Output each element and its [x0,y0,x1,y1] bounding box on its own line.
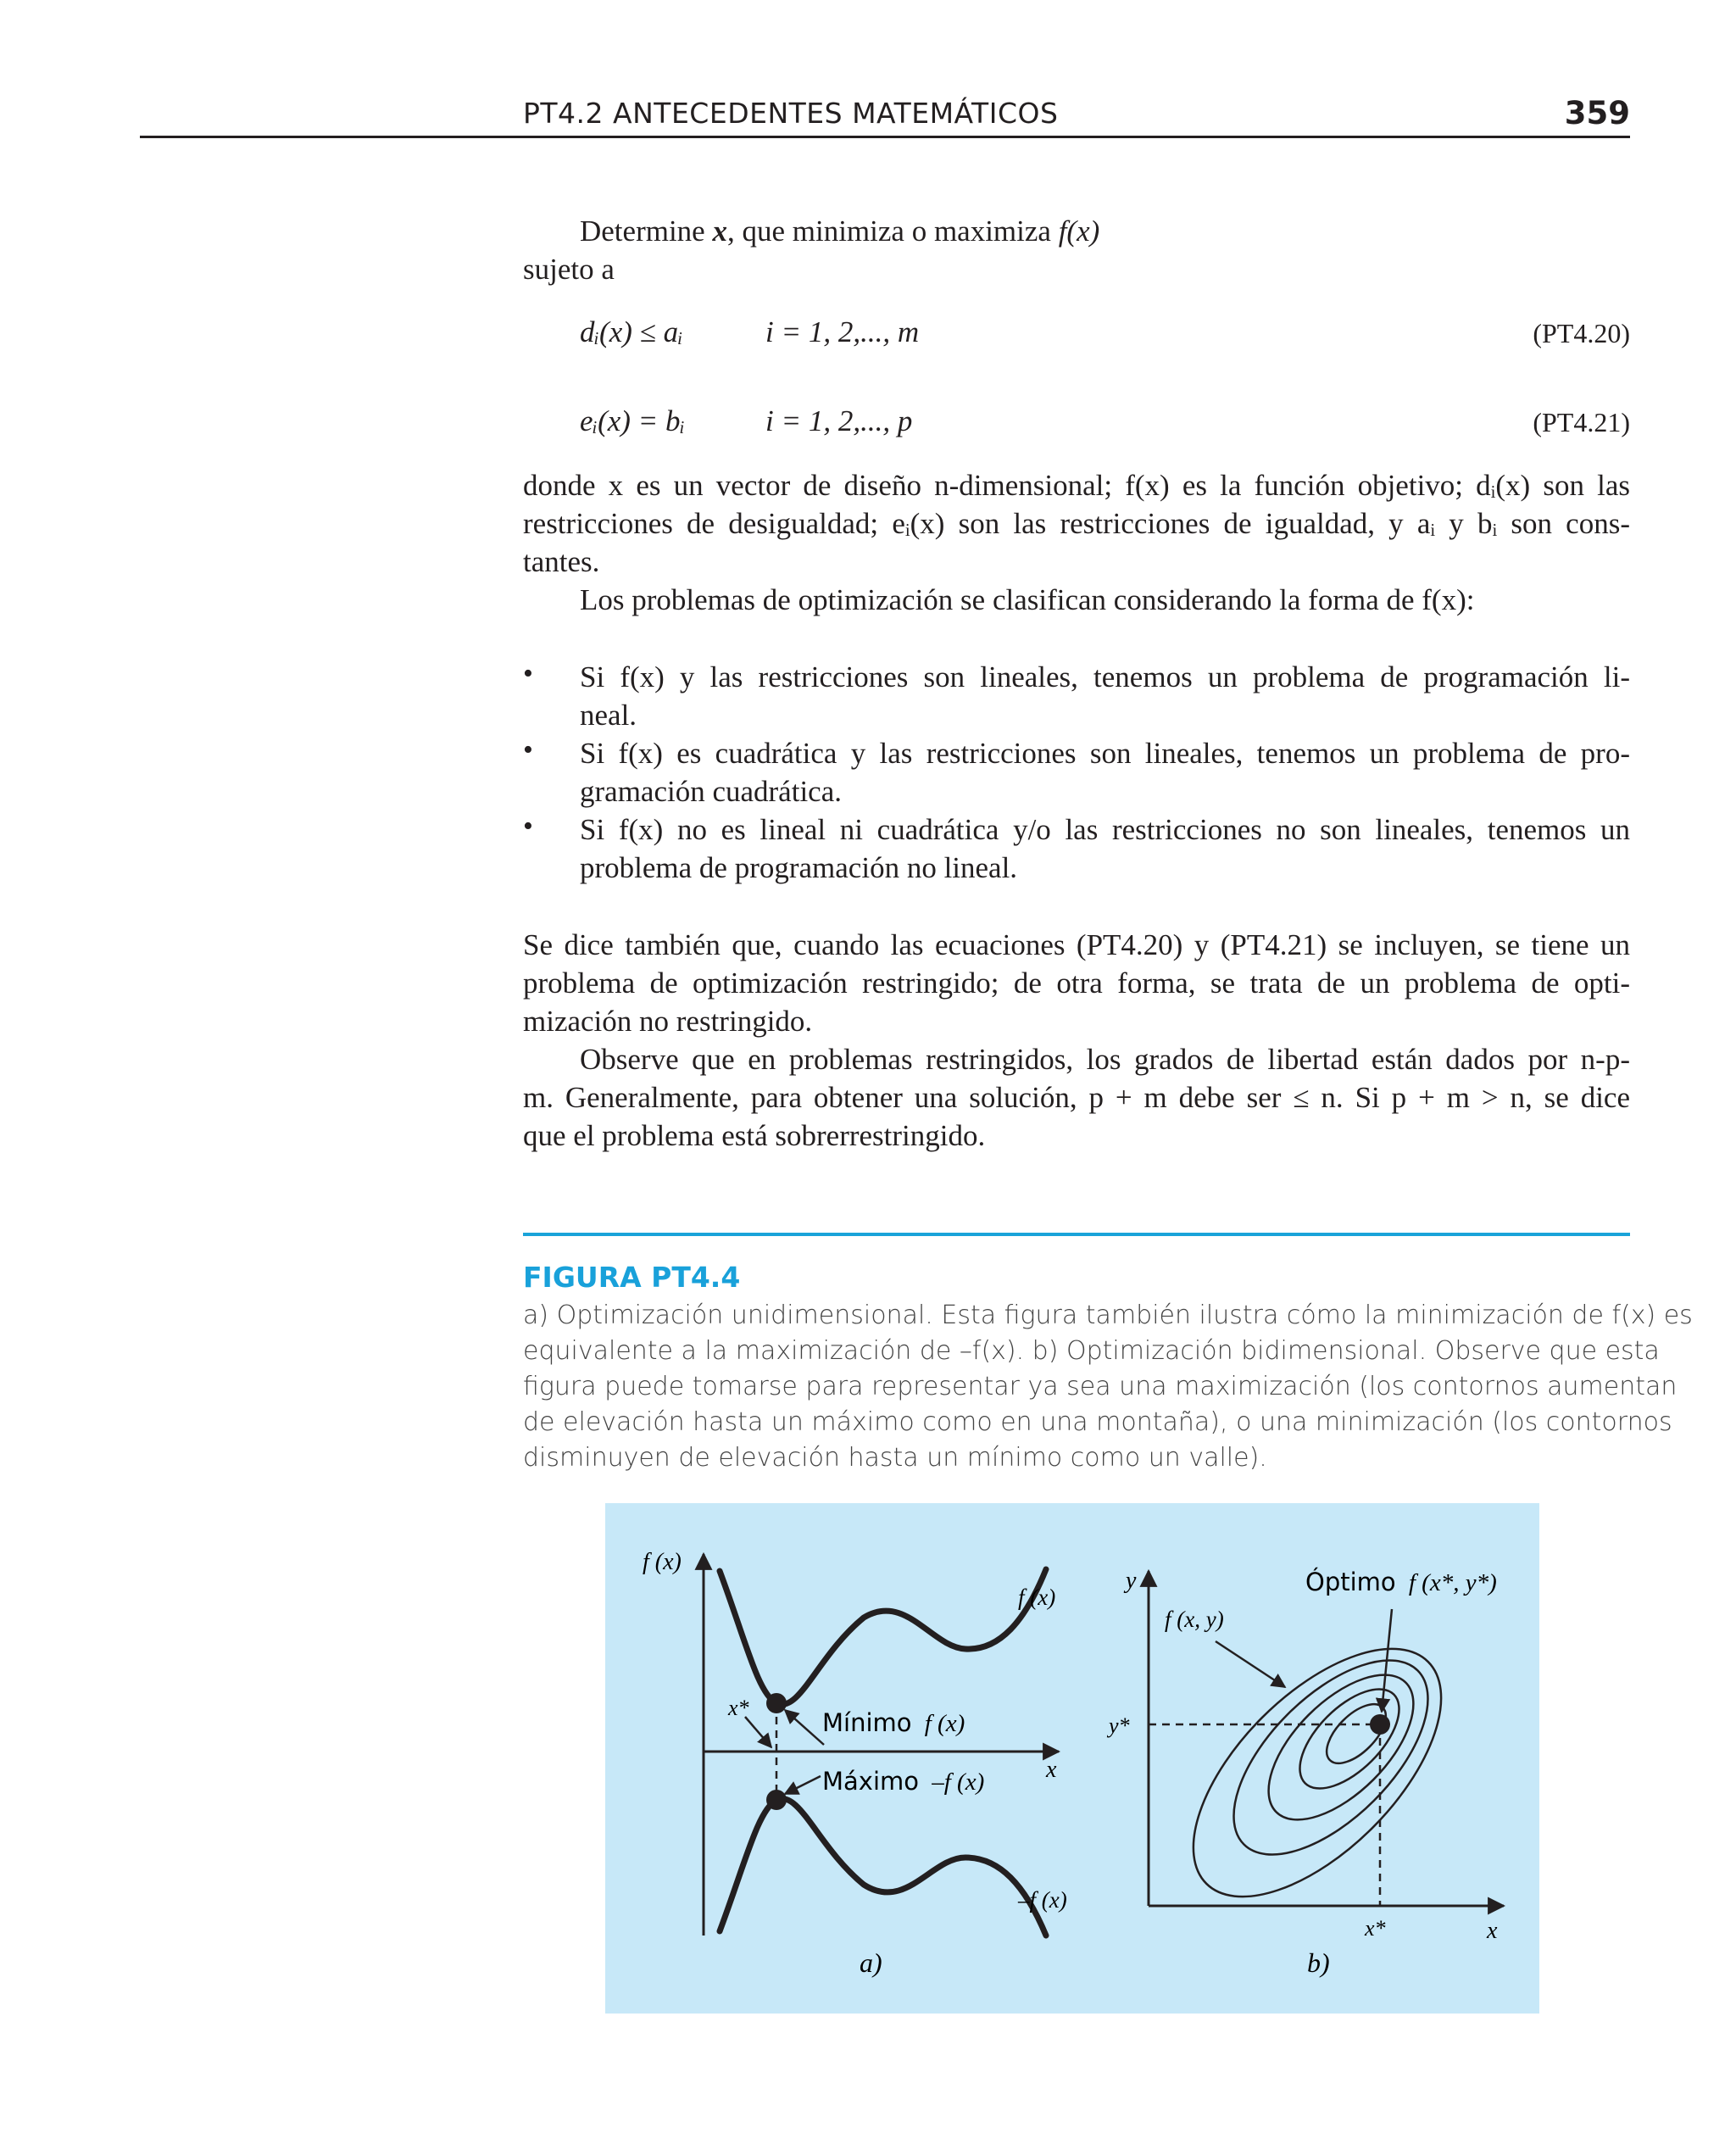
bullet-1-line-2: neal. [580,699,637,732]
minimum-label [822,1708,965,1737]
caption-line-1: a) Optimización unidimensional. Esta figura también ilustra cómo la minimización de f(x) es [523,1301,1693,1330]
surface-leader [1216,1641,1285,1687]
bullet-3-line-2: problema de programación no lineal. [580,851,1018,884]
maximum-leader [785,1776,821,1794]
paragraph-4-line-2: m. Generalmente, para obtener una solución, p + m debe ser ≤ n. Si p + m > n, se dice [523,1081,1630,1114]
maximum-point [766,1790,787,1810]
bullet-marker: • [523,810,533,842]
figure-diagram [605,1503,1539,2014]
bullet-marker: • [523,658,533,689]
equation-inequality-range: i = 1, 2,..., m [765,315,920,348]
minimum-point [766,1693,787,1713]
page-number: 359 [1564,95,1630,131]
contour-ring [1151,1607,1483,1939]
panel-b-caption-letter: b) [1307,1947,1330,1978]
minimum-leader [785,1710,824,1745]
paragraph-1-line-1: donde x es un vector de diseño n-dimensional; f(x) es la función objetivo; dᵢ(x) son las [523,469,1630,502]
figure-panel [605,1503,1539,2014]
equation-constraint-equality: eᵢ(x) = bᵢ [580,404,686,437]
paragraph-1-line-3: tantes. [523,545,600,578]
optimum-word: Óptimo [1305,1568,1396,1596]
panel-a-xstar-label: x* [728,1696,749,1720]
bullet-marker: • [523,734,533,766]
equation-equality-range: i = 1, 2,..., p [765,404,913,437]
xstar-leader [745,1717,771,1747]
caption-line-5: disminuyen de elevación hasta un mínimo como un valle). [523,1443,1267,1473]
caption-line-3: figura puede tomarse para representar ya sea una maximización (los contornos aumentan [523,1372,1678,1401]
maximum-func: –f (x) [932,1768,985,1796]
bullet-2-line-1: Si f(x) es cuadrática y las restricciones son lineales, tenemos un problema de pro- [580,737,1630,770]
bullet-2-line-2: gramación cuadrática. [580,775,842,808]
surface-label: f (x, y) [1165,1607,1224,1632]
paragraph-3-line-2: problema de optimización restringido; de otra forma, se trata de un problema de opti- [523,966,1630,1000]
intro-line-2: sujeto a [523,253,615,286]
paragraph-4-line-3: que el problema está sobrerrestringido. [523,1119,986,1152]
equation-constraint-inequality: dᵢ(x) ≤ aᵢ [580,315,683,348]
curve-f-x [720,1569,1046,1704]
equation-number-pt420: (PT4.20) [1533,318,1630,348]
intro-line-1: Determine x, que minimiza o maximiza f(x) [580,214,1100,248]
curve-neg-f-x-label: –f (x) [1018,1887,1067,1913]
curve-neg-f-x [720,1799,1046,1936]
optimum-point [1370,1714,1390,1735]
panel-a-y-label: f (x) [643,1549,682,1575]
panel-b-ystar-label: y* [1109,1713,1130,1738]
bullet-3-line-1: Si f(x) no es lineal ni cuadrática y/o las restricciones no son lineales, tenemos un [580,813,1630,846]
panel-a-x-label: x [1046,1757,1057,1783]
caption-line-2: equivalente a la maximización de –f(x). b) Optimización bidimensional. Observe que esta [523,1336,1660,1366]
paragraph-2-line-1: Los problemas de optimización se clasifican considerando la forma de f(x): [580,583,1475,616]
maximum-label [822,1767,984,1796]
equation-number-pt421: (PT4.21) [1533,407,1630,437]
paragraph-4-line-1: Observe que en problemas restringidos, los grados de libertad están dados por n-p- [580,1043,1630,1076]
contour-ring [1283,1673,1416,1806]
panel-b-x-label: x [1487,1918,1498,1944]
contour-lines [1151,1607,1483,1939]
paragraph-1-line-2: restricciones de desigualdad; eᵢ(x) son las restricciones de igualdad, y aᵢ y bᵢ son cons- [523,507,1630,540]
running-header: PT4.2 ANTECEDENTES MATEMÁTICOS [523,97,1059,130]
optimum-label [1305,1568,1497,1596]
bullet-1-line-1: Si f(x) y las restricciones son lineales, tenemos un problema de programación li- [580,660,1630,693]
figure-title: FIGURA PT4.4 [523,1261,741,1294]
minimum-word: Mínimo [822,1708,912,1737]
curve-f-x-label: f (x) [1018,1585,1056,1610]
header-rule [140,136,1630,138]
caption-line-4: de elevación hasta un máximo como en una montaña), o una minimización (los contornos [523,1407,1672,1437]
paragraph-3-line-3: mización no restringido. [523,1005,813,1038]
maximum-word: Máximo [822,1767,920,1796]
minimum-func: f (x) [924,1710,965,1737]
panel-a-caption-letter: a) [860,1947,882,1978]
panel-b [1106,1568,1504,1978]
paragraph-3-line-1: Se dice también que, cuando las ecuaciones (PT4.20) y (PT4.21) se incluyen, se tiene un [523,928,1630,961]
panel-b-y-label: y [1126,1568,1137,1594]
panel-a [643,1549,1067,1978]
figure-rule [523,1233,1630,1236]
panel-b-xstar-label: x* [1365,1916,1386,1941]
optimum-func: f (x*, y*) [1408,1569,1497,1596]
